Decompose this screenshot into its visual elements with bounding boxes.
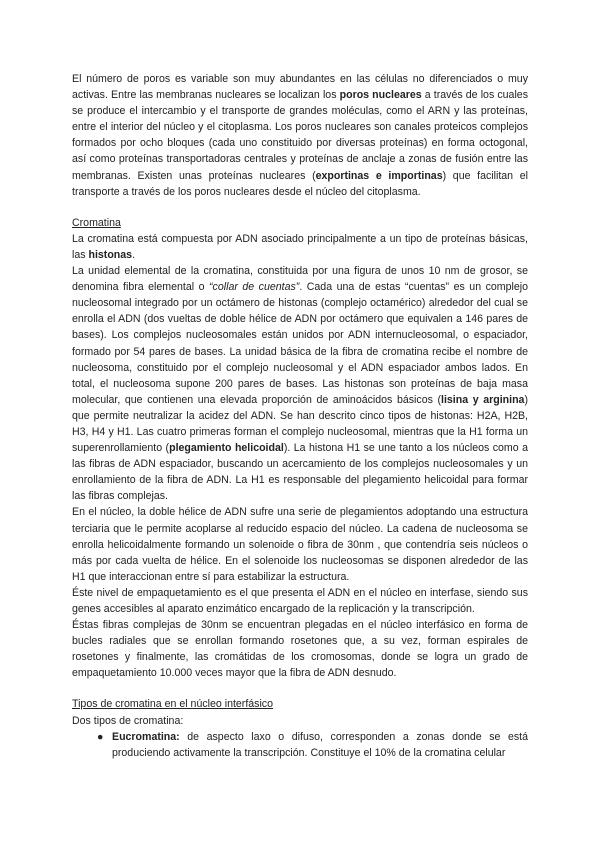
- spacer: [72, 200, 528, 215]
- italic-collar-de-cuentas: “collar de cuentas”: [209, 281, 300, 294]
- paragraph-unidad-elemental: [72, 263, 528, 504]
- heading-tipos-cromatina: Tipos de cromatina en el núcleo interfásico: [72, 698, 273, 711]
- text: El número de poros es variable son muy abundantes en las células no diferenciados o muy activas. Entre las membranas nucleares se localizan los: [72, 73, 528, 102]
- document-page: [72, 71, 528, 761]
- text: . Cada una de estas “cuentas” es un complejo nucleosomal integrado por un octámero de histonas (complejo octamérico) alrededor del cual se enrolla el ADN (dos vueltas de doble hélice de ADN por octámero que equivalen a 146 pares de bases). Los complejos nucleosomales están unidos por ADN internucleosomal, o espaciador, formado por 54 pares de bases. La unidad básica de la fibra de cromatina recibe el nombre de nucleosoma, constituido por el complejo nucleosomal y el ADN espaciador ambos lados. En total, el nucleosoma supone 200 pares de bases. Las histonas son proteínas de baja masa molecular, que contienen una elevada proporción de aminoácidos básicos (: [72, 281, 528, 406]
- text: .: [132, 248, 136, 261]
- text: ) que facilitan el transporte a través de los poros nucleares desde el núcleo del citoplasma.: [72, 169, 528, 198]
- bold-term-plegamiento-helicoidal: plegamiento helicoidal: [169, 442, 284, 455]
- bullet-icon: ●: [97, 730, 104, 743]
- text: La cromatina está compuesta por ADN asociado principalmente a un tipo de proteínas básicas, las: [72, 232, 528, 261]
- list-item-eucromatina: [97, 729, 528, 761]
- text: La unidad elemental de la cromatina, constituida por una figura de unos 10 nm de grosor, se denomina fibra elemental o: [72, 265, 528, 294]
- text: de aspecto laxo o difuso, corresponden a zonas donde se está produciendo activamente la transcripción. Constituye el 10% de la cromatina celular: [112, 730, 528, 759]
- bold-term-poros-nucleares: poros nucleares: [339, 89, 422, 102]
- bold-term-exportinas: exportinas e importinas: [315, 169, 443, 182]
- bold-term-lisina-arginina: lisina y arginina: [441, 393, 525, 406]
- paragraph-dos-tipos: Dos tipos de cromatina:: [72, 714, 184, 727]
- paragraph-poros-nucleares: [72, 71, 528, 200]
- paragraph-cromatina-intro: [72, 231, 528, 263]
- paragraph-doble-helice: En el núcleo, la doble hélice de ADN sufre una serie de plegamientos adoptando una estructura terciaria que le permite acoplarse al reducido espacio del núcleo. La cadena de nucleosoma se enrolla helicoidalmente formando un solenoide o fibra de 30nm , que contendría seis núcleos o más por cada vuelta de hélice. En el solenoide los nucleosomas se disponen alrededor de las H1 que interaccionan entre sí para estabilizar la estructura.: [72, 506, 528, 583]
- paragraph-fibras-complejas: Éstas fibras complejas de 30nm se encuentran plegadas en el núcleo interfásico en forma de bucles radiales que se enrollan formando rosetones que, a su vez, forman espirales de rosetones y finalmente, las cromátidas de los cromosomas, donde se logra un grado de empaquetamiento 10.000 veces mayor que la fibra de ADN desnudo.: [72, 619, 528, 680]
- bold-term-histonas: histonas: [88, 248, 133, 261]
- bold-term-eucromatina: Eucromatina:: [112, 730, 180, 743]
- paragraph-empaquetamiento: Éste nivel de empaquetamiento es el que presenta el ADN en el núcleo en interfase, siendo sus genes accesibles al aparato enzimático encargado de la replicación y la transcripción.: [72, 586, 528, 615]
- text: ) que permite neutralizar la acidez del ADN. Se han descrito cinco tipos de histonas: H2A, H2B, H3, H4 y H1. Las cuatro primeras forman el complejo nucleosomal, mientras que la H1 forma un superenrollamiento (: [72, 393, 528, 455]
- text: a través de los cuales se produce el intercambio y el transporte de grandes moléculas, como el ARN y las proteínas, entre el interior del núcleo y el citoplasma. Los poros nucleares son canales proteicos complejos formados por ocho bloques (cada uno constituido por diversas proteínas) en forma octogonal, así como proteínas transportadoras centrales y proteínas de anclaje a zonas de fusión entre las membranas. Existen unas proteínas nucleares (: [72, 89, 528, 182]
- text: ). La histona H1 se une tanto a los núcleos como a las fibras de ADN espaciador, buscando un acercamiento de los complejos nucleosomales y un enrollamiento de la fibra de ADN. La H1 es responsable del plegamiento helicoidal para formar las fibras complejas.: [72, 442, 528, 503]
- cromatina-type-list: [72, 729, 528, 761]
- spacer: [72, 681, 528, 696]
- heading-cromatina: Cromatina: [72, 216, 121, 229]
